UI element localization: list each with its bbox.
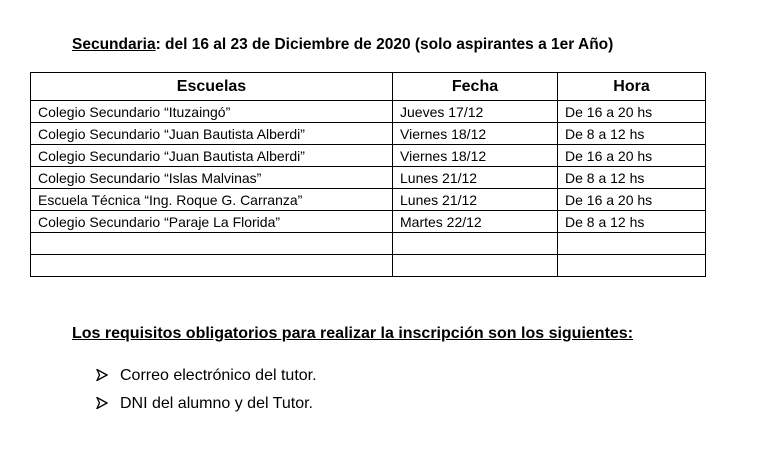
cell-escuela: Colegio Secundario “Juan Bautista Alberdi” <box>31 123 393 145</box>
table-row-empty <box>31 255 706 277</box>
arrowhead-bullet-icon <box>96 369 108 381</box>
cell-escuela: Escuela Técnica “Ing. Roque G. Carranza” <box>31 189 393 211</box>
cell-hora: De 16 a 20 hs <box>558 145 706 167</box>
column-header-hora: Hora <box>558 73 706 101</box>
cell-hora <box>558 255 706 277</box>
table-row <box>31 123 706 145</box>
cell-hora: De 8 a 12 hs <box>558 123 706 145</box>
column-header-escuelas: Escuelas <box>31 73 393 101</box>
schedule-table <box>30 72 706 277</box>
section-heading <box>72 36 613 54</box>
table-row <box>31 167 706 189</box>
table-row <box>31 101 706 123</box>
cell-hora: De 16 a 20 hs <box>558 189 706 211</box>
cell-fecha <box>393 255 558 277</box>
cell-hora: De 8 a 12 hs <box>558 167 706 189</box>
heading-detail: : del 16 al 23 de Diciembre de 2020 (solo aspirantes a 1er Año) <box>155 36 614 53</box>
cell-escuela: Colegio Secundario “Islas Malvinas” <box>31 167 393 189</box>
column-header-fecha: Fecha <box>393 73 558 101</box>
cell-fecha: Viernes 18/12 <box>393 123 558 145</box>
requirements-title: Los requisitos obligatorios para realizar la inscripción son los siguientes: <box>72 325 634 342</box>
cell-fecha: Lunes 21/12 <box>393 189 558 211</box>
cell-hora: De 8 a 12 hs <box>558 211 706 233</box>
list-item <box>96 362 317 390</box>
heading-lead: Secundaria <box>72 36 156 53</box>
table-row <box>31 145 706 167</box>
cell-escuela: Colegio Secundario “Paraje La Florida” <box>31 211 393 233</box>
cell-escuela <box>31 233 393 255</box>
cell-hora: De 16 a 20 hs <box>558 101 706 123</box>
list-item <box>96 390 317 418</box>
table-row-empty <box>31 233 706 255</box>
cell-hora <box>558 233 706 255</box>
arrowhead-bullet-icon <box>96 397 108 409</box>
cell-fecha: Jueves 17/12 <box>393 101 558 123</box>
table-row <box>31 211 706 233</box>
table-row <box>31 189 706 211</box>
cell-escuela: Colegio Secundario “Ituzaingó” <box>31 101 393 123</box>
cell-escuela: Colegio Secundario “Juan Bautista Alberdi” <box>31 145 393 167</box>
requirement-text: DNI del alumno y del Tutor. <box>120 395 313 412</box>
cell-fecha: Lunes 21/12 <box>393 167 558 189</box>
requirement-text: Correo electrónico del tutor. <box>120 367 317 384</box>
requirements-list <box>96 362 317 418</box>
cell-fecha: Viernes 18/12 <box>393 145 558 167</box>
cell-fecha <box>393 233 558 255</box>
cell-escuela <box>31 255 393 277</box>
table-header-row <box>31 73 706 101</box>
cell-fecha: Martes 22/12 <box>393 211 558 233</box>
